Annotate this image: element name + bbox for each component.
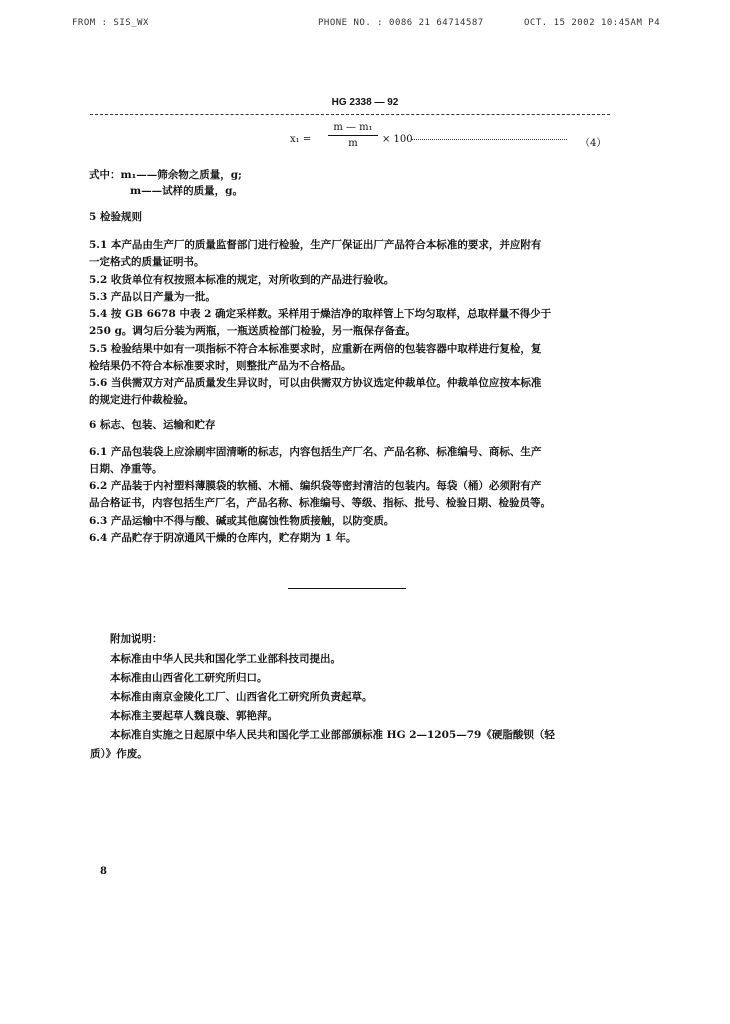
clause-5-6: 5.6 当供需双方对产品质量发生异议时，可以由供需双方协议选定仲裁单位。仲裁单位应按本标准 (89, 377, 542, 389)
clause-5-4: 5.4 按 GB 6678 中表 2 确定采样数。采样用于燥洁净的取样管上下均匀取样，总取样量不得少于 (89, 308, 552, 320)
section-5-title: 5 检验规则 (89, 211, 142, 223)
clause-6-1: 6.1 产品包装袋上应涂刷牢固清晰的标志，内容包括生产厂名、产品名称、标准编号、商标、生产 (89, 446, 542, 458)
formula-numerator: m — m₁ (328, 122, 378, 136)
clause-6-2-cont: 品合格证书，内容包括生产厂名，产品名称、标准编号、等级、指标、批号、检验日期、检验员等。 (89, 497, 551, 509)
where-line-2: m——试样的质量，g。 (130, 185, 243, 197)
note-4: 本标准主要起草人魏良璇、郭艳萍。 (110, 710, 278, 722)
section-6-title: 6 标志、包装、运输和贮存 (89, 419, 216, 431)
clause-5-6-cont: 的规定进行仲裁检验。 (89, 394, 194, 406)
clause-5-4-cont: 250 g。调匀后分装为两瓶，一瓶送质检部门检验，另一瓶保存备查。 (89, 325, 416, 337)
clause-5-3: 5.3 产品以日产量为一批。 (89, 291, 216, 303)
where-line-1: 式中：m₁——筛余物之质量，g; (89, 169, 242, 181)
note-2: 本标准由山西省化工研究所归口。 (110, 672, 268, 684)
formula-4 (290, 122, 620, 158)
note-5: 本标准自实施之日起原中华人民共和国化学工业部部颁标准 HG 2—1205—79《硬脂酸钡（轻 (110, 729, 555, 741)
header-rule (90, 114, 610, 115)
formula-lhs: x₁ = (290, 134, 312, 145)
page-number: 8 (100, 866, 107, 877)
formula-fraction (328, 122, 378, 149)
clause-5-1-cont: 一定格式的质量证明书。 (89, 256, 205, 268)
document-header: HG 2338 — 92 (331, 97, 399, 108)
formula-leader (412, 139, 567, 140)
clause-6-2: 6.2 产品装于内衬塑料薄膜袋的软桶、木桶、编织袋等密封清洁的包装内。每袋（桶）必须附有产 (89, 480, 542, 492)
clause-5-1: 5.1 本产品由生产厂的质量监督部门进行检验，生产厂保证出厂产品符合本标准的要求，并应附有 (89, 239, 542, 251)
clause-5-2: 5.2 收货单位有权按照本标准的规定，对所收到的产品进行验收。 (89, 274, 395, 286)
fax-from: FROM : SIS_WX (72, 18, 149, 28)
fax-phone: PHONE NO. : 0086 21 64714587 (318, 18, 484, 28)
clause-6-1-cont: 日期、净重等。 (89, 463, 163, 475)
notes-title: 附加说明： (110, 633, 163, 645)
note-3: 本标准由南京金陵化工厂、山西省化工研究所负责起草。 (110, 691, 373, 703)
note-1: 本标准由中华人民共和国化学工业部科技司提出。 (110, 653, 341, 665)
formula-number: （4） (580, 138, 607, 149)
note-6: 质）》作废。 (90, 748, 148, 760)
formula-denominator: m (348, 138, 358, 149)
end-separator (288, 588, 406, 589)
formula-rhs: × 100 (382, 134, 413, 145)
clause-5-5: 5.5 检验结果中如有一项指标不符合本标准要求时，应重新在两倍的包装容器中取样进行复检，复 (89, 343, 542, 355)
clause-5-5-cont: 检结果仍不符合本标准要求时，则整批产品为不合格品。 (89, 360, 352, 372)
clause-6-4: 6.4 产品贮存于阴凉通风干燥的仓库内，贮存期为 1 年。 (89, 532, 357, 544)
fax-date: OCT. 15 2002 10:45AM P4 (524, 18, 661, 28)
clause-6-3: 6.3 产品运输中不得与酸、碱或其他腐蚀性物质接触，以防变质。 (89, 515, 395, 527)
